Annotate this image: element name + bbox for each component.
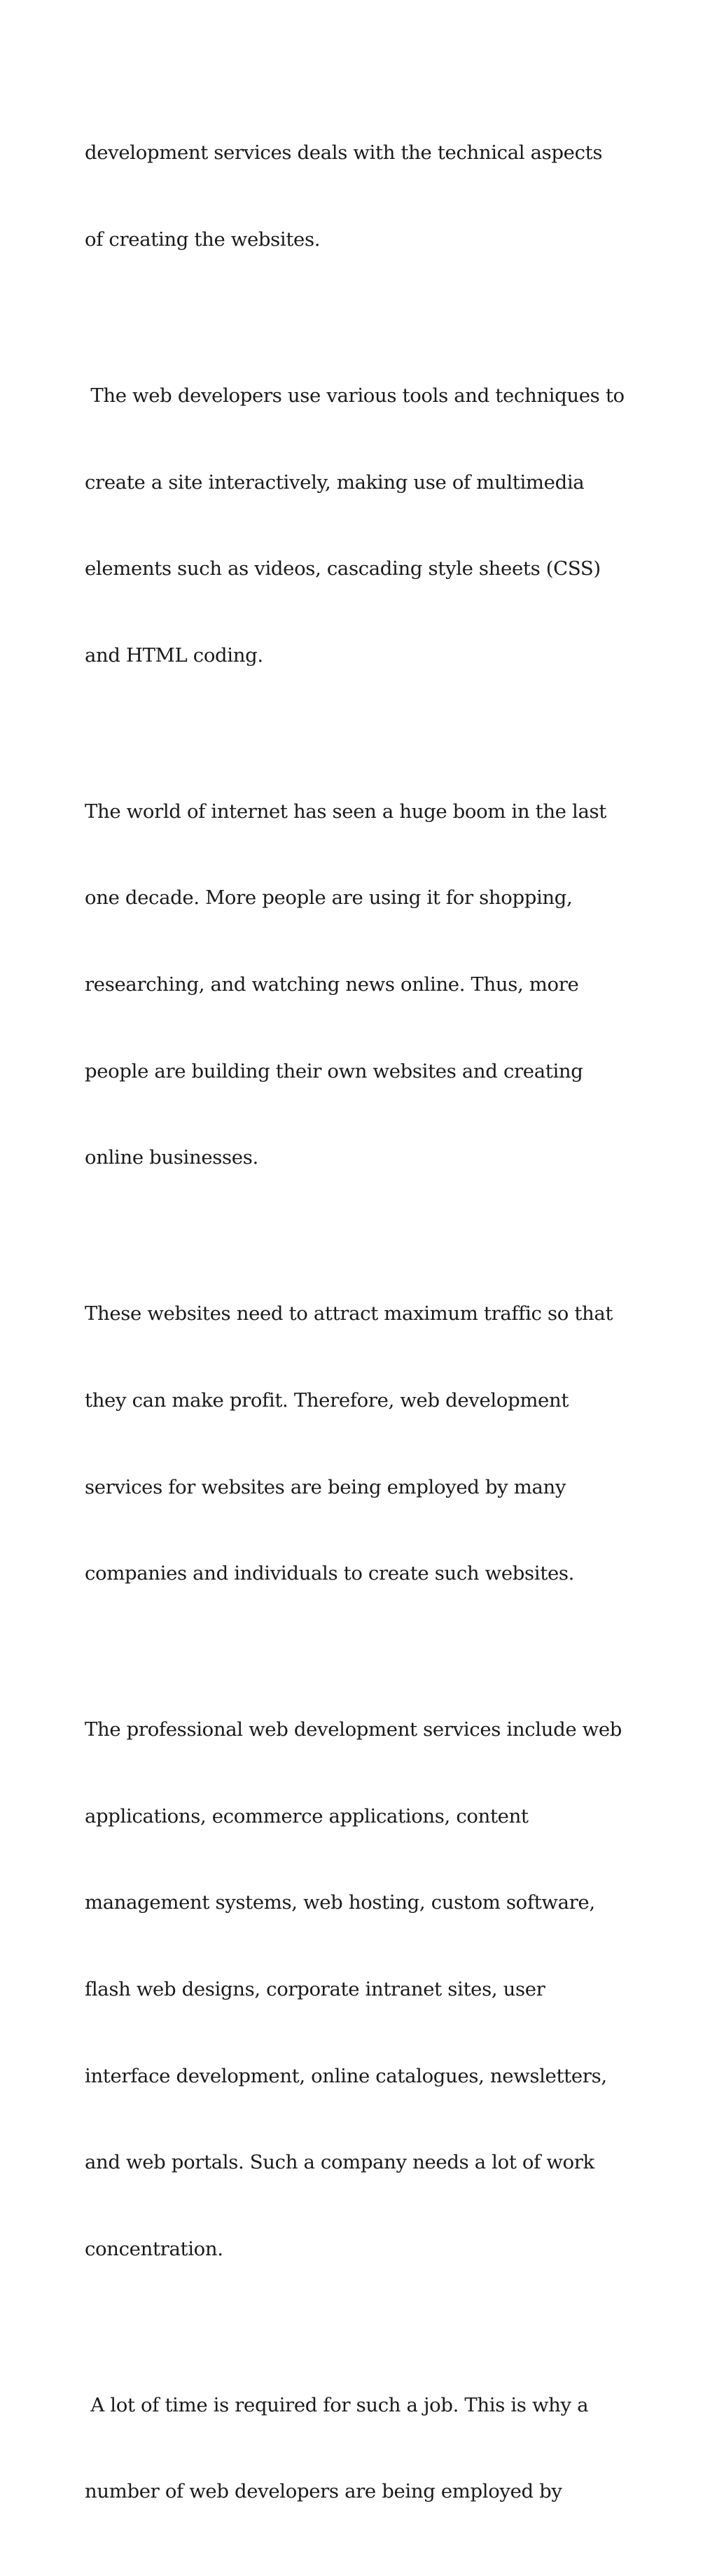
text-line: interface development, online catalogues, newsletters, bbox=[85, 2064, 607, 2087]
text-line: online businesses. bbox=[85, 1146, 258, 1169]
text-line: people are building their own websites and creating bbox=[85, 1059, 583, 1082]
paragraph-1 bbox=[85, 81, 645, 312]
text-line: companies and individuals to create such websites. bbox=[85, 1562, 575, 1585]
text-line: The web developers use various tools and techniques to bbox=[85, 384, 625, 408]
paragraph-4 bbox=[85, 1242, 645, 1646]
text-line: researching, and watching news online. Thus, more bbox=[85, 973, 579, 996]
paragraph-2 bbox=[85, 324, 645, 728]
text-line: create a site interactively, making use of multimedia bbox=[85, 471, 585, 494]
paragraph-5 bbox=[85, 1658, 645, 2322]
text-line: These websites need to attract maximum traffic so that bbox=[85, 1302, 613, 1325]
paragraph-3 bbox=[85, 739, 645, 1230]
text-line: development services deals with the technical aspects bbox=[85, 141, 603, 165]
text-line: of creating the websites. bbox=[85, 228, 321, 251]
text-line: elements such as videos, cascading style sheets (CSS) bbox=[85, 557, 601, 580]
text-line: A lot of time is required for such a job. This is why a bbox=[85, 2393, 589, 2416]
text-line: and HTML coding. bbox=[85, 643, 263, 667]
text-line: concentration. bbox=[85, 2237, 223, 2260]
text-line: management systems, web hosting, custom software, bbox=[85, 1891, 595, 1914]
document-body bbox=[85, 81, 645, 2576]
text-line: number of web developers are being employed by bbox=[85, 2480, 562, 2503]
text-line: one decade. More people are using it for shopping, bbox=[85, 886, 573, 910]
text-line: applications, ecommerce applications, content bbox=[85, 1804, 529, 1827]
text-line: services for websites are being employed by many bbox=[85, 1475, 566, 1498]
text-line: flash web designs, corporate intranet sites, user bbox=[85, 1978, 545, 2000]
text-line: The world of internet has seen a huge boom in the last bbox=[85, 800, 606, 823]
text-line: and web portals. Such a company needs a lot of work bbox=[85, 2151, 594, 2174]
text-line: The professional web development services include web bbox=[85, 1718, 622, 1741]
paragraph-6 bbox=[85, 2333, 645, 2564]
text-line: they can make profit. Therefore, web development bbox=[85, 1388, 569, 1412]
